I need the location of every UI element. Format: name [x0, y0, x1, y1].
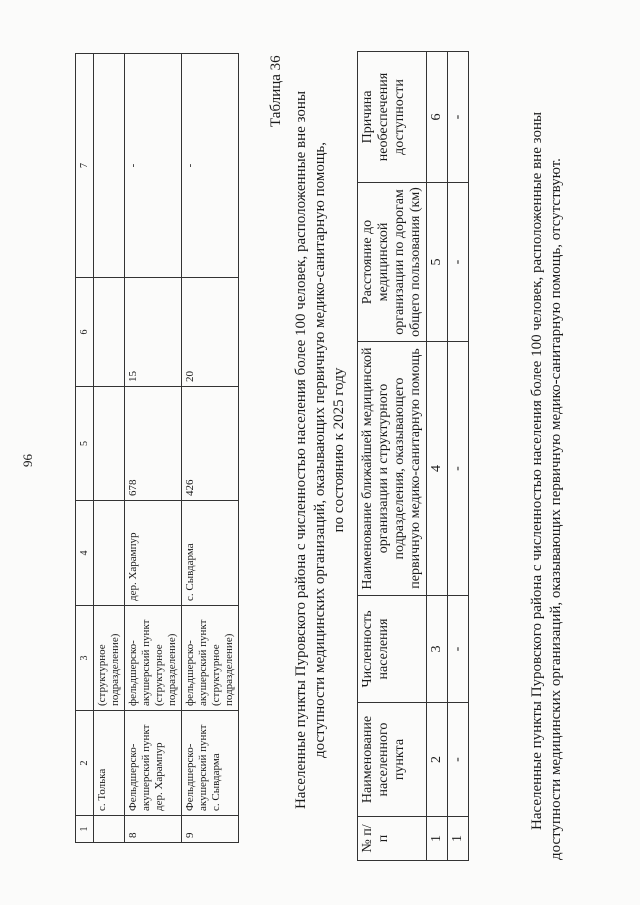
cell — [94, 278, 125, 387]
cell: 9 — [182, 816, 239, 843]
cell: 4 — [427, 342, 448, 596]
cell: с. Сывдарма — [182, 501, 239, 606]
cell — [94, 54, 125, 278]
cell: Фельдшерско-акушерский пункт дер. Харампур — [125, 711, 182, 816]
cell — [94, 501, 125, 606]
cell: фельдшерско-акушерский пункт (структурное подразделение) — [182, 606, 239, 711]
col-num-7: 7 — [76, 54, 94, 278]
cell: 6 — [427, 52, 448, 183]
header-cell: Наименование ближайшей медицинской организации и структурного подразделения, оказывающего первичную медико-санитарную помощь — [358, 342, 427, 596]
cell: - — [125, 54, 182, 278]
col-num-3: 3 — [76, 606, 94, 711]
table-header — [358, 52, 427, 861]
cell: 8 — [125, 816, 182, 843]
cell: - — [448, 183, 469, 342]
table-row — [94, 54, 125, 843]
cell: 3 — [427, 596, 448, 703]
header-cell: № п/п — [358, 817, 427, 861]
table-header-numbers — [427, 52, 448, 861]
cell: - — [448, 703, 469, 817]
table-row — [125, 54, 182, 843]
col-num-1: 1 — [76, 816, 94, 843]
header-cell: Численность населения — [358, 596, 427, 703]
cell — [94, 387, 125, 501]
cell: с. Толька — [94, 711, 125, 816]
table-row — [448, 52, 469, 861]
footer-text — [528, 40, 566, 860]
header-cell: Причина необеспечения доступности — [358, 52, 427, 183]
cell: 678 — [125, 387, 182, 501]
col-num-4: 4 — [76, 501, 94, 606]
table-header-numbers — [76, 54, 94, 843]
cell: 2 — [427, 703, 448, 817]
cell: 1 — [427, 817, 448, 861]
table-continued — [75, 53, 239, 843]
footer-line: Населенные пункты Пуровского района с численностью населения более 100 человек, расположенные вне зоны — [529, 111, 545, 830]
header-cell: Наименование населенного пункта — [358, 703, 427, 817]
cell: (структурное подразделение) — [94, 606, 125, 711]
cell: фельдшерско-акушерский пункт (структурное подразделение) — [125, 606, 182, 711]
caption-line: по состоянию к 2025 году — [331, 367, 347, 533]
table-label: Таблица 36 — [268, 55, 284, 127]
table-row — [182, 54, 239, 843]
header-cell: Расстояние до медицинской организации по дорогам общего пользования (км) — [358, 183, 427, 342]
col-num-2: 2 — [76, 711, 94, 816]
cell: 426 — [182, 387, 239, 501]
footer-line: доступности медицинских организаций, оказывающих первичную медико-санитарную помощь, отсутствуют. — [548, 158, 564, 860]
cell: - — [448, 52, 469, 183]
cell — [94, 816, 125, 843]
cell: дер. Харампур — [125, 501, 182, 606]
cell: - — [448, 342, 469, 596]
col-num-5: 5 — [76, 387, 94, 501]
caption-line: доступности медицинских организаций, оказывающих первичную медико-санитарную помощь, — [312, 142, 328, 758]
table-caption — [292, 35, 349, 865]
cell: Фельдшерско-акушерский пункт с. Сывдарма — [182, 711, 239, 816]
cell: 20 — [182, 278, 239, 387]
cell: 1 — [448, 817, 469, 861]
table-36 — [357, 51, 469, 861]
page-number: 96 — [20, 454, 35, 467]
cell: 5 — [427, 183, 448, 342]
cell: 15 — [125, 278, 182, 387]
caption-line: Населенные пункты Пуровского района с численностью населения более 100 человек, расположенные вне зоны — [293, 90, 309, 810]
cell: - — [182, 54, 239, 278]
cell: - — [448, 596, 469, 703]
col-num-6: 6 — [76, 278, 94, 387]
